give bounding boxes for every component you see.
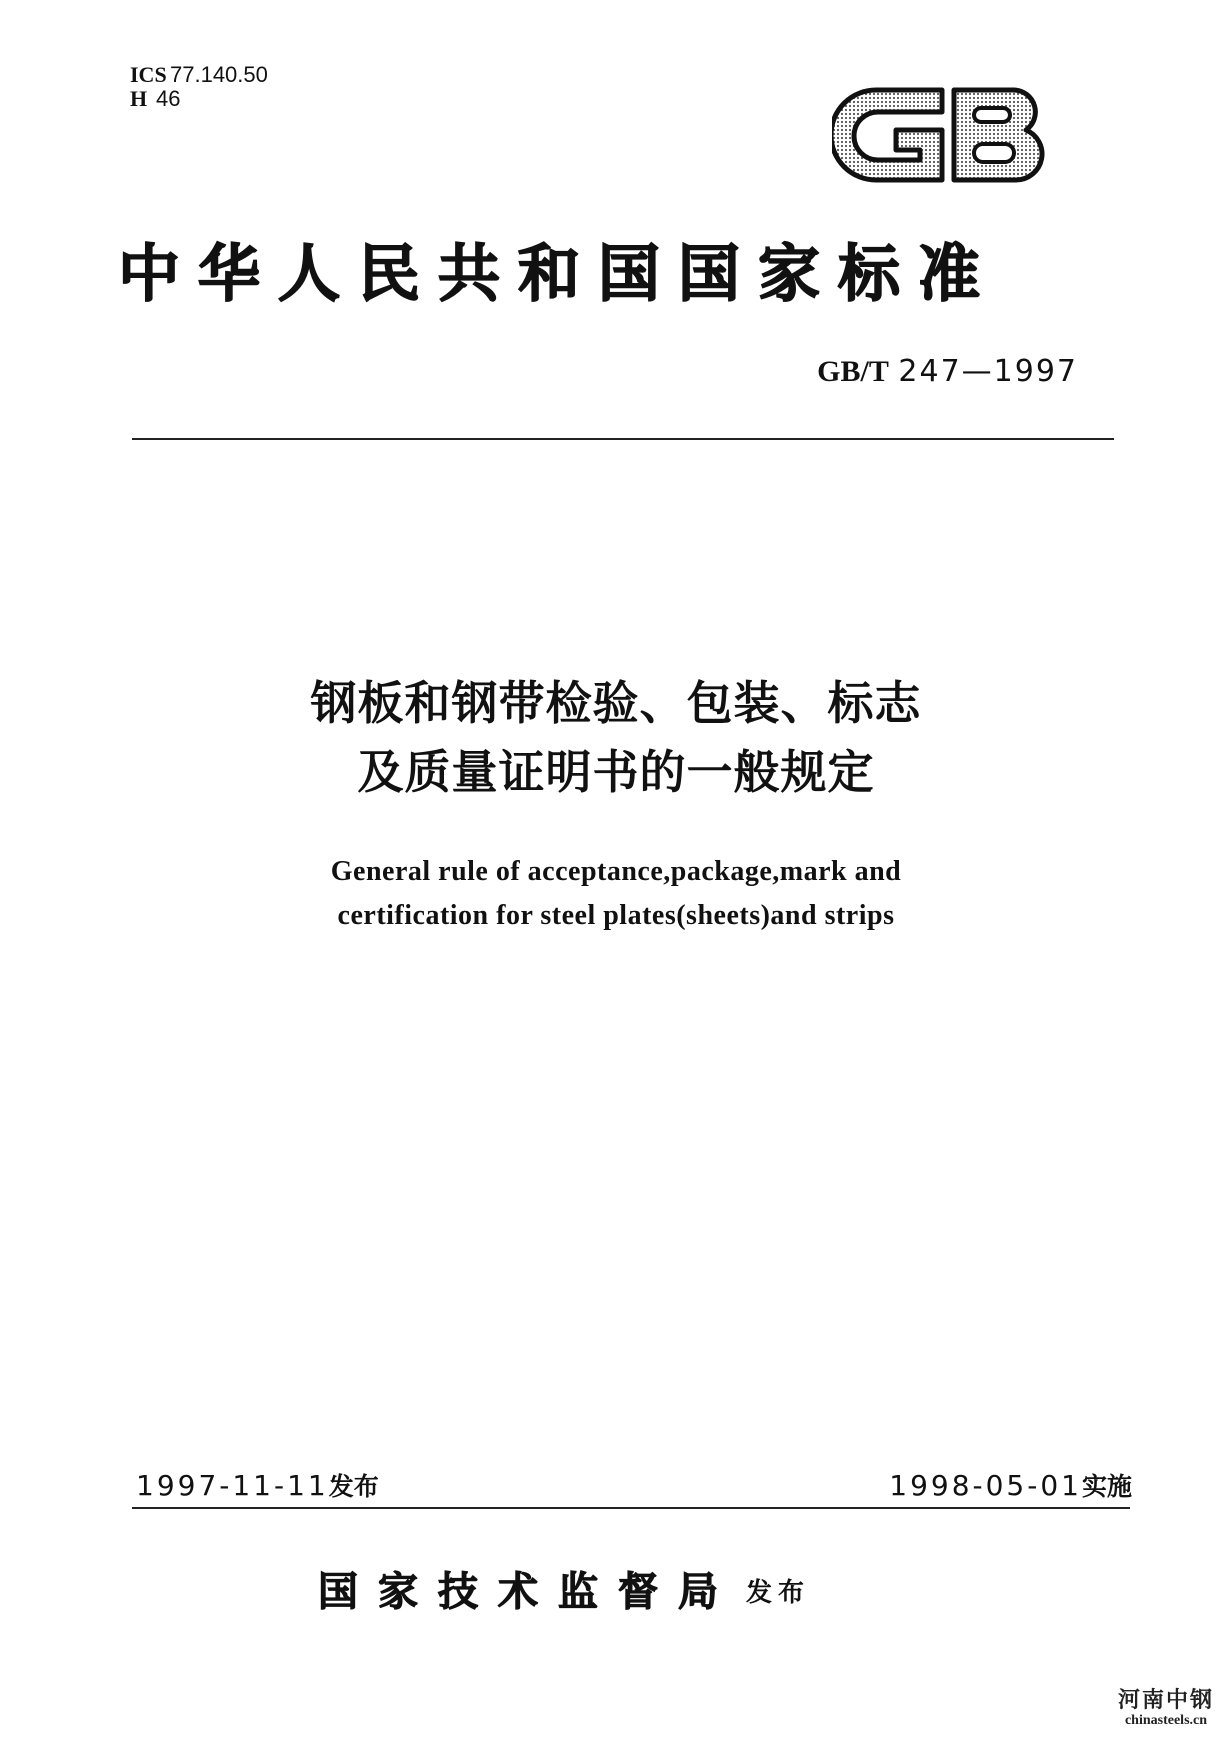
ics-classification	[130, 62, 268, 89]
source-watermark	[1106, 1690, 1226, 1728]
publish-label: 发布	[746, 1578, 811, 1608]
cn-title-line-1: 钢板和钢带检验、包装、标志	[310, 676, 922, 730]
publisher-name: 国家技术监督局	[318, 1569, 738, 1615]
implementation-date	[889, 1466, 1132, 1507]
footer-divider	[132, 1507, 1130, 1509]
standard-prefix: GB/T	[817, 355, 889, 388]
ics-value: 77.140.50	[170, 62, 268, 87]
issue-date-value: 1997-11-11	[136, 1469, 329, 1502]
gb-standard-logo-icon	[832, 76, 1054, 194]
header-divider	[132, 438, 1114, 440]
h-classification	[130, 86, 180, 113]
en-title-line-2: certification for steel plates(sheets)and strips	[337, 900, 895, 931]
h-value: 46	[156, 86, 181, 111]
en-title-line-1: General rule of acceptance,package,mark and	[330, 856, 902, 887]
publisher	[318, 1560, 810, 1617]
implementation-date-value: 1998-05-01	[889, 1469, 1082, 1502]
issue-date	[136, 1466, 379, 1507]
cn-title-line-2: 及质量证明书的一般规定	[357, 745, 875, 799]
national-standard-title: 中华人民共和国国家标准	[118, 237, 999, 310]
issue-date-label: 发布	[328, 1472, 379, 1501]
watermark-url: chinasteels.cn	[1124, 1713, 1208, 1728]
watermark-cn-text: 河南中钢	[1117, 1688, 1214, 1713]
standard-number	[760, 352, 1078, 392]
implementation-date-label: 实施	[1081, 1472, 1132, 1501]
h-label: H	[130, 86, 148, 111]
standard-code: 247—1997	[898, 354, 1078, 389]
ics-label: ICS	[130, 62, 167, 87]
